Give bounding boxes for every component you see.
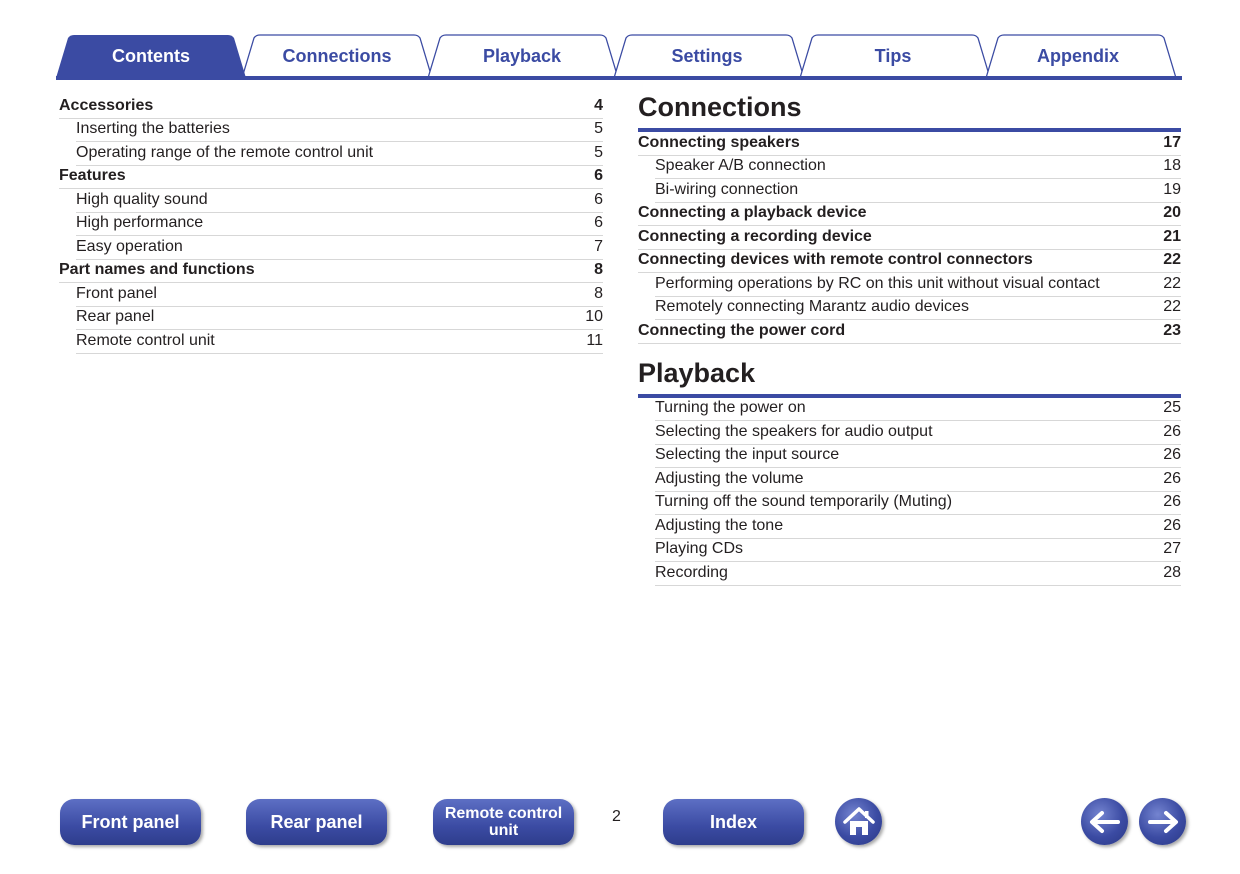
section-title-connections: Connections <box>638 92 802 122</box>
toc-entry[interactable] <box>655 492 1181 516</box>
toc-entry-page: 26 <box>1163 422 1181 440</box>
toc-entry[interactable] <box>655 515 1181 539</box>
toc-entry-title: Performing operations by RC on this unit without visual contact <box>655 274 1100 292</box>
toc-entry[interactable] <box>655 468 1181 492</box>
toc-entry[interactable] <box>76 119 603 143</box>
tab-appendix[interactable]: Appendix <box>1036 45 1119 66</box>
toc-entry[interactable] <box>638 132 1181 156</box>
toc-entry[interactable] <box>76 189 603 213</box>
toc-entry-title: Connecting the power cord <box>638 321 846 339</box>
toc-entry-title: Features <box>59 167 126 184</box>
arrow-left-icon <box>1088 810 1122 834</box>
toc-entry-title: Accessories <box>59 96 154 114</box>
toc-entry[interactable] <box>638 226 1181 250</box>
toc-entry[interactable] <box>655 421 1181 445</box>
remote-button-line2: unit <box>488 822 519 839</box>
toc-entry-title: Connecting devices with remote control connectors <box>638 251 1033 268</box>
toc-left-column <box>59 95 603 354</box>
toc-entry[interactable] <box>76 330 603 354</box>
toc-entry-page: 7 <box>594 237 603 255</box>
toc-entry-page: 5 <box>594 143 603 161</box>
toc-entry-title: Turning the power on <box>655 399 806 416</box>
toc-entry[interactable] <box>76 213 603 237</box>
toc-entry-title: Recording <box>655 563 728 581</box>
toc-entry-page: 26 <box>1163 469 1181 487</box>
toc-entry-title: Selecting the input source <box>655 446 840 463</box>
toc-entry[interactable] <box>59 95 603 119</box>
toc-entry-page: 26 <box>1163 516 1181 534</box>
toc-entry-page: 19 <box>1163 180 1181 198</box>
toc-entry-page: 25 <box>1163 399 1181 416</box>
rear-panel-button[interactable]: Rear panel <box>246 799 387 845</box>
toc-entry-page: 18 <box>1163 157 1181 174</box>
toc-entry-page: 28 <box>1163 563 1181 581</box>
toc-entry[interactable] <box>76 142 603 166</box>
toc-entry-title: Inserting the batteries <box>76 120 230 137</box>
section-title-playback: Playback <box>638 357 756 388</box>
toc-entry-page: 26 <box>1163 493 1181 510</box>
remote-button-line1: Remote control <box>444 805 563 822</box>
toc-entry-page: 6 <box>594 167 603 184</box>
tab-tips[interactable]: Tips <box>874 45 912 66</box>
toc-entry-title: Adjusting the volume <box>655 469 804 487</box>
toc-entry[interactable] <box>638 203 1181 227</box>
toc-entry-title: Connecting a recording device <box>638 227 872 245</box>
toc-entry-page: 20 <box>1163 204 1181 221</box>
toc-entry-page: 23 <box>1163 321 1181 339</box>
toc-entry-title: Front panel <box>76 284 157 302</box>
toc-entry-page: 6 <box>594 214 603 231</box>
toc-entry-title: Bi-wiring connection <box>655 180 799 198</box>
toc-entry-title: Remote control unit <box>76 331 215 349</box>
tab-contents[interactable]: Contents <box>112 45 190 66</box>
tab-playback[interactable]: Playback <box>482 45 562 66</box>
toc-entry-page: 8 <box>594 261 603 278</box>
toc-entry[interactable] <box>655 297 1181 321</box>
toc-entry-title: Turning off the sound temporarily (Muting) <box>655 493 953 510</box>
remote-control-unit-button[interactable] <box>433 799 574 845</box>
toc-entry-page: 22 <box>1163 298 1181 315</box>
toc-entry[interactable] <box>76 283 603 307</box>
toc-entry-page: 21 <box>1163 227 1181 245</box>
toc-entry[interactable] <box>655 156 1181 180</box>
toc-entry[interactable] <box>76 236 603 260</box>
tab-settings[interactable]: Settings <box>671 45 743 66</box>
toc-entry-title: Selecting the speakers for audio output <box>655 422 933 440</box>
home-button[interactable] <box>835 798 882 845</box>
toc-entry-title: Connecting a playback device <box>638 204 867 221</box>
toc-entry[interactable] <box>655 539 1181 563</box>
toc-entry-title: Speaker A/B connection <box>655 157 826 174</box>
toc-right-column <box>638 90 1181 586</box>
toc-entry[interactable] <box>655 562 1181 586</box>
toc-entry-page: 4 <box>594 96 603 114</box>
toc-entry-page: 11 <box>586 331 603 349</box>
toc-entry[interactable] <box>59 166 603 190</box>
toc-entry-title: Adjusting the tone <box>655 516 784 534</box>
toc-entry[interactable] <box>655 398 1181 422</box>
arrow-right-icon <box>1146 810 1180 834</box>
toc-entry[interactable] <box>59 260 603 284</box>
toc-entry-title: Part names and functions <box>59 261 255 278</box>
tab-connections[interactable]: Connections <box>282 45 392 66</box>
toc-entry[interactable] <box>76 307 603 331</box>
front-panel-button[interactable]: Front panel <box>60 799 201 845</box>
toc-entry-page: 22 <box>1163 251 1181 268</box>
page-number: 2 <box>612 808 621 825</box>
toc-entry-title: Connecting speakers <box>638 133 800 151</box>
toc-entry-page: 10 <box>585 308 603 325</box>
toc-entry[interactable] <box>655 273 1181 297</box>
toc-entry-page: 6 <box>594 190 603 208</box>
toc-entry-title: High quality sound <box>76 190 208 208</box>
toc-entry[interactable] <box>638 320 1181 344</box>
toc-entry-page: 17 <box>1163 133 1181 151</box>
toc-entry[interactable] <box>638 250 1181 274</box>
toc-entry-title: Playing CDs <box>655 540 744 557</box>
tab-bar <box>56 34 1182 82</box>
connections-list <box>638 132 1181 344</box>
toc-entry-page: 5 <box>594 120 603 137</box>
toc-entry-page: 8 <box>594 284 603 302</box>
toc-entry[interactable] <box>655 445 1181 469</box>
toc-entry-title: High performance <box>76 214 204 231</box>
back-button[interactable] <box>1081 798 1128 845</box>
toc-entry-title: Rear panel <box>76 308 155 325</box>
home-icon <box>842 806 876 838</box>
toc-entry-page: 22 <box>1163 274 1181 292</box>
index-button[interactable]: Index <box>663 799 804 845</box>
playback-list <box>638 398 1181 586</box>
toc-entry-page: 26 <box>1163 446 1181 463</box>
toc-entry-title: Remotely connecting Marantz audio devices <box>655 298 969 315</box>
toc-entry-title: Operating range of the remote control unit <box>76 143 374 161</box>
toc-entry[interactable] <box>655 179 1181 203</box>
toc-entry-title: Easy operation <box>76 237 183 255</box>
toc-entry-page: 27 <box>1163 540 1181 557</box>
forward-button[interactable] <box>1139 798 1186 845</box>
